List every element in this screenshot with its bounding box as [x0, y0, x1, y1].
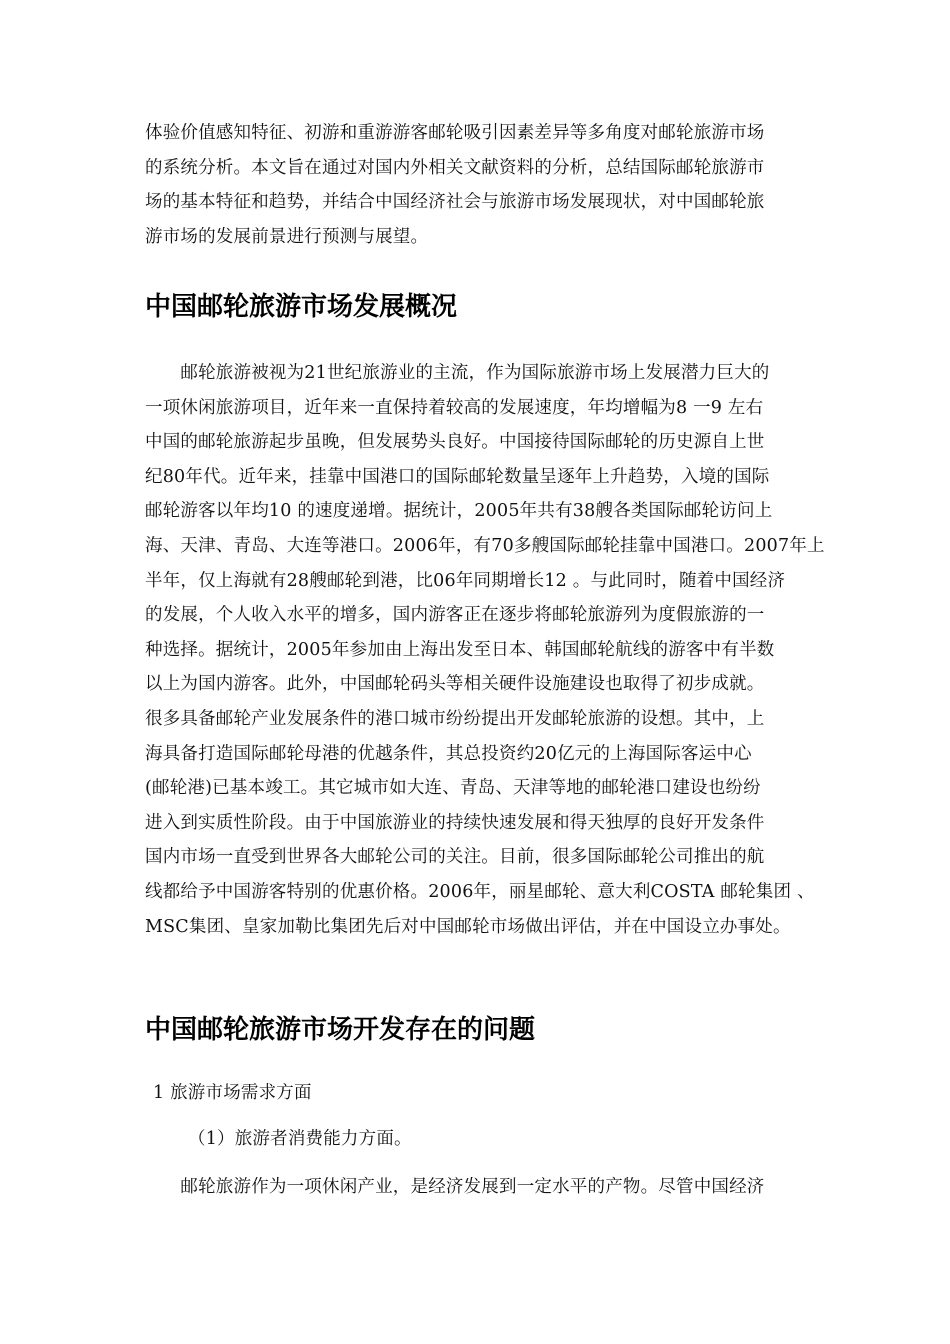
- section-heading-overview: 中国邮轮旅游市场发展概况: [145, 292, 458, 322]
- text-line: 海、天津、青岛、大连等港口。2006年，有70多艘国际邮轮挂靠中国港口。2007年上: [145, 535, 825, 556]
- text-line: 进入到实质性阶段。由于中国旅游业的持续快速发展和得天独厚的良好开发条件: [145, 812, 765, 833]
- overview-paragraph: [145, 356, 825, 944]
- text-line: 以上为国内游客。此外，中国邮轮码头等相关硬件设施建设也取得了初步成就。: [145, 674, 765, 695]
- text-line: (邮轮港)已基本竣工。其它城市如大连、青岛、天津等地的邮轮港口建设也纷纷: [145, 778, 761, 799]
- intro-paragraph: [145, 116, 825, 254]
- text-line: 的系统分析。本文旨在通过对国内外相关文献资料的分析，总结国际邮轮旅游市: [145, 157, 765, 178]
- text-line: 纪80年代。近年来，挂靠中国港口的国际邮轮数量呈逐年上升趋势，入境的国际: [145, 466, 770, 487]
- text-line: 游市场的发展前景进行预测与展望。: [145, 226, 429, 247]
- text-line: 国内市场一直受到世界各大邮轮公司的关注。目前，很多国际邮轮公司推出的航: [145, 847, 765, 868]
- text-line: 线都给予中国游客特别的优惠价格。2006年，丽星邮轮、意大利COSTA 邮轮集团 、: [145, 881, 815, 902]
- text-line: 海具备打造国际邮轮母港的优越条件，其总投资约20亿元的上海国际客运中心: [145, 743, 752, 764]
- subsubsection-consumption: [188, 1122, 868, 1157]
- text-line: 场的基本特征和趋势，并结合中国经济社会与旅游市场发展现状，对中国邮轮旅: [145, 192, 765, 213]
- subsection-title: 1 旅游市场需求方面: [153, 1083, 312, 1103]
- section-heading-problems: 中国邮轮旅游市场开发存在的问题: [145, 1015, 536, 1045]
- problems-paragraph: [145, 1170, 825, 1205]
- text-line: 邮轮旅游被视为21世纪旅游业的主流，作为国际旅游市场上发展潜力巨大的: [145, 363, 770, 383]
- text-line: 邮轮游客以年均10 的速度递增。据统计，2005年共有38艘各类国际邮轮访问上: [145, 501, 773, 522]
- text-line: 一项休闲旅游项目，近年来一直保持着较高的发展速度，年均增幅为8 一9 左右: [145, 397, 764, 418]
- subsubsection-title: （1）旅游者消费能力方面。: [188, 1129, 412, 1149]
- text-line: 的发展，个人收入水平的增多，国内游客正在逐步将邮轮旅游列为度假旅游的一: [145, 605, 765, 626]
- text-line: MSC集团、皇家加勒比集团先后对中国邮轮市场做出评估，并在中国设立办事处。: [145, 916, 791, 937]
- text-line: 半年，仅上海就有28艘邮轮到港，比06年同期增长12 。与此同时，随着中国经济: [145, 570, 786, 591]
- text-line: 体验价值感知特征、初游和重游游客邮轮吸引因素差异等多角度对邮轮旅游市场: [145, 123, 765, 143]
- text-line: 中国的邮轮旅游起步虽晚，但发展势头良好。中国接待国际邮轮的历史源自上世: [145, 432, 765, 453]
- subsection-demand: [153, 1076, 833, 1111]
- text-line: 种选择。据统计，2005年参加由上海出发至日本、韩国邮轮航线的游客中有半数: [145, 639, 775, 660]
- text-line: 邮轮旅游作为一项休闲产业，是经济发展到一定水平的产物。尽管中国经济: [145, 1177, 765, 1197]
- text-line: 很多具备邮轮产业发展条件的港口城市纷纷提出开发邮轮旅游的设想。其中，上: [145, 708, 765, 729]
